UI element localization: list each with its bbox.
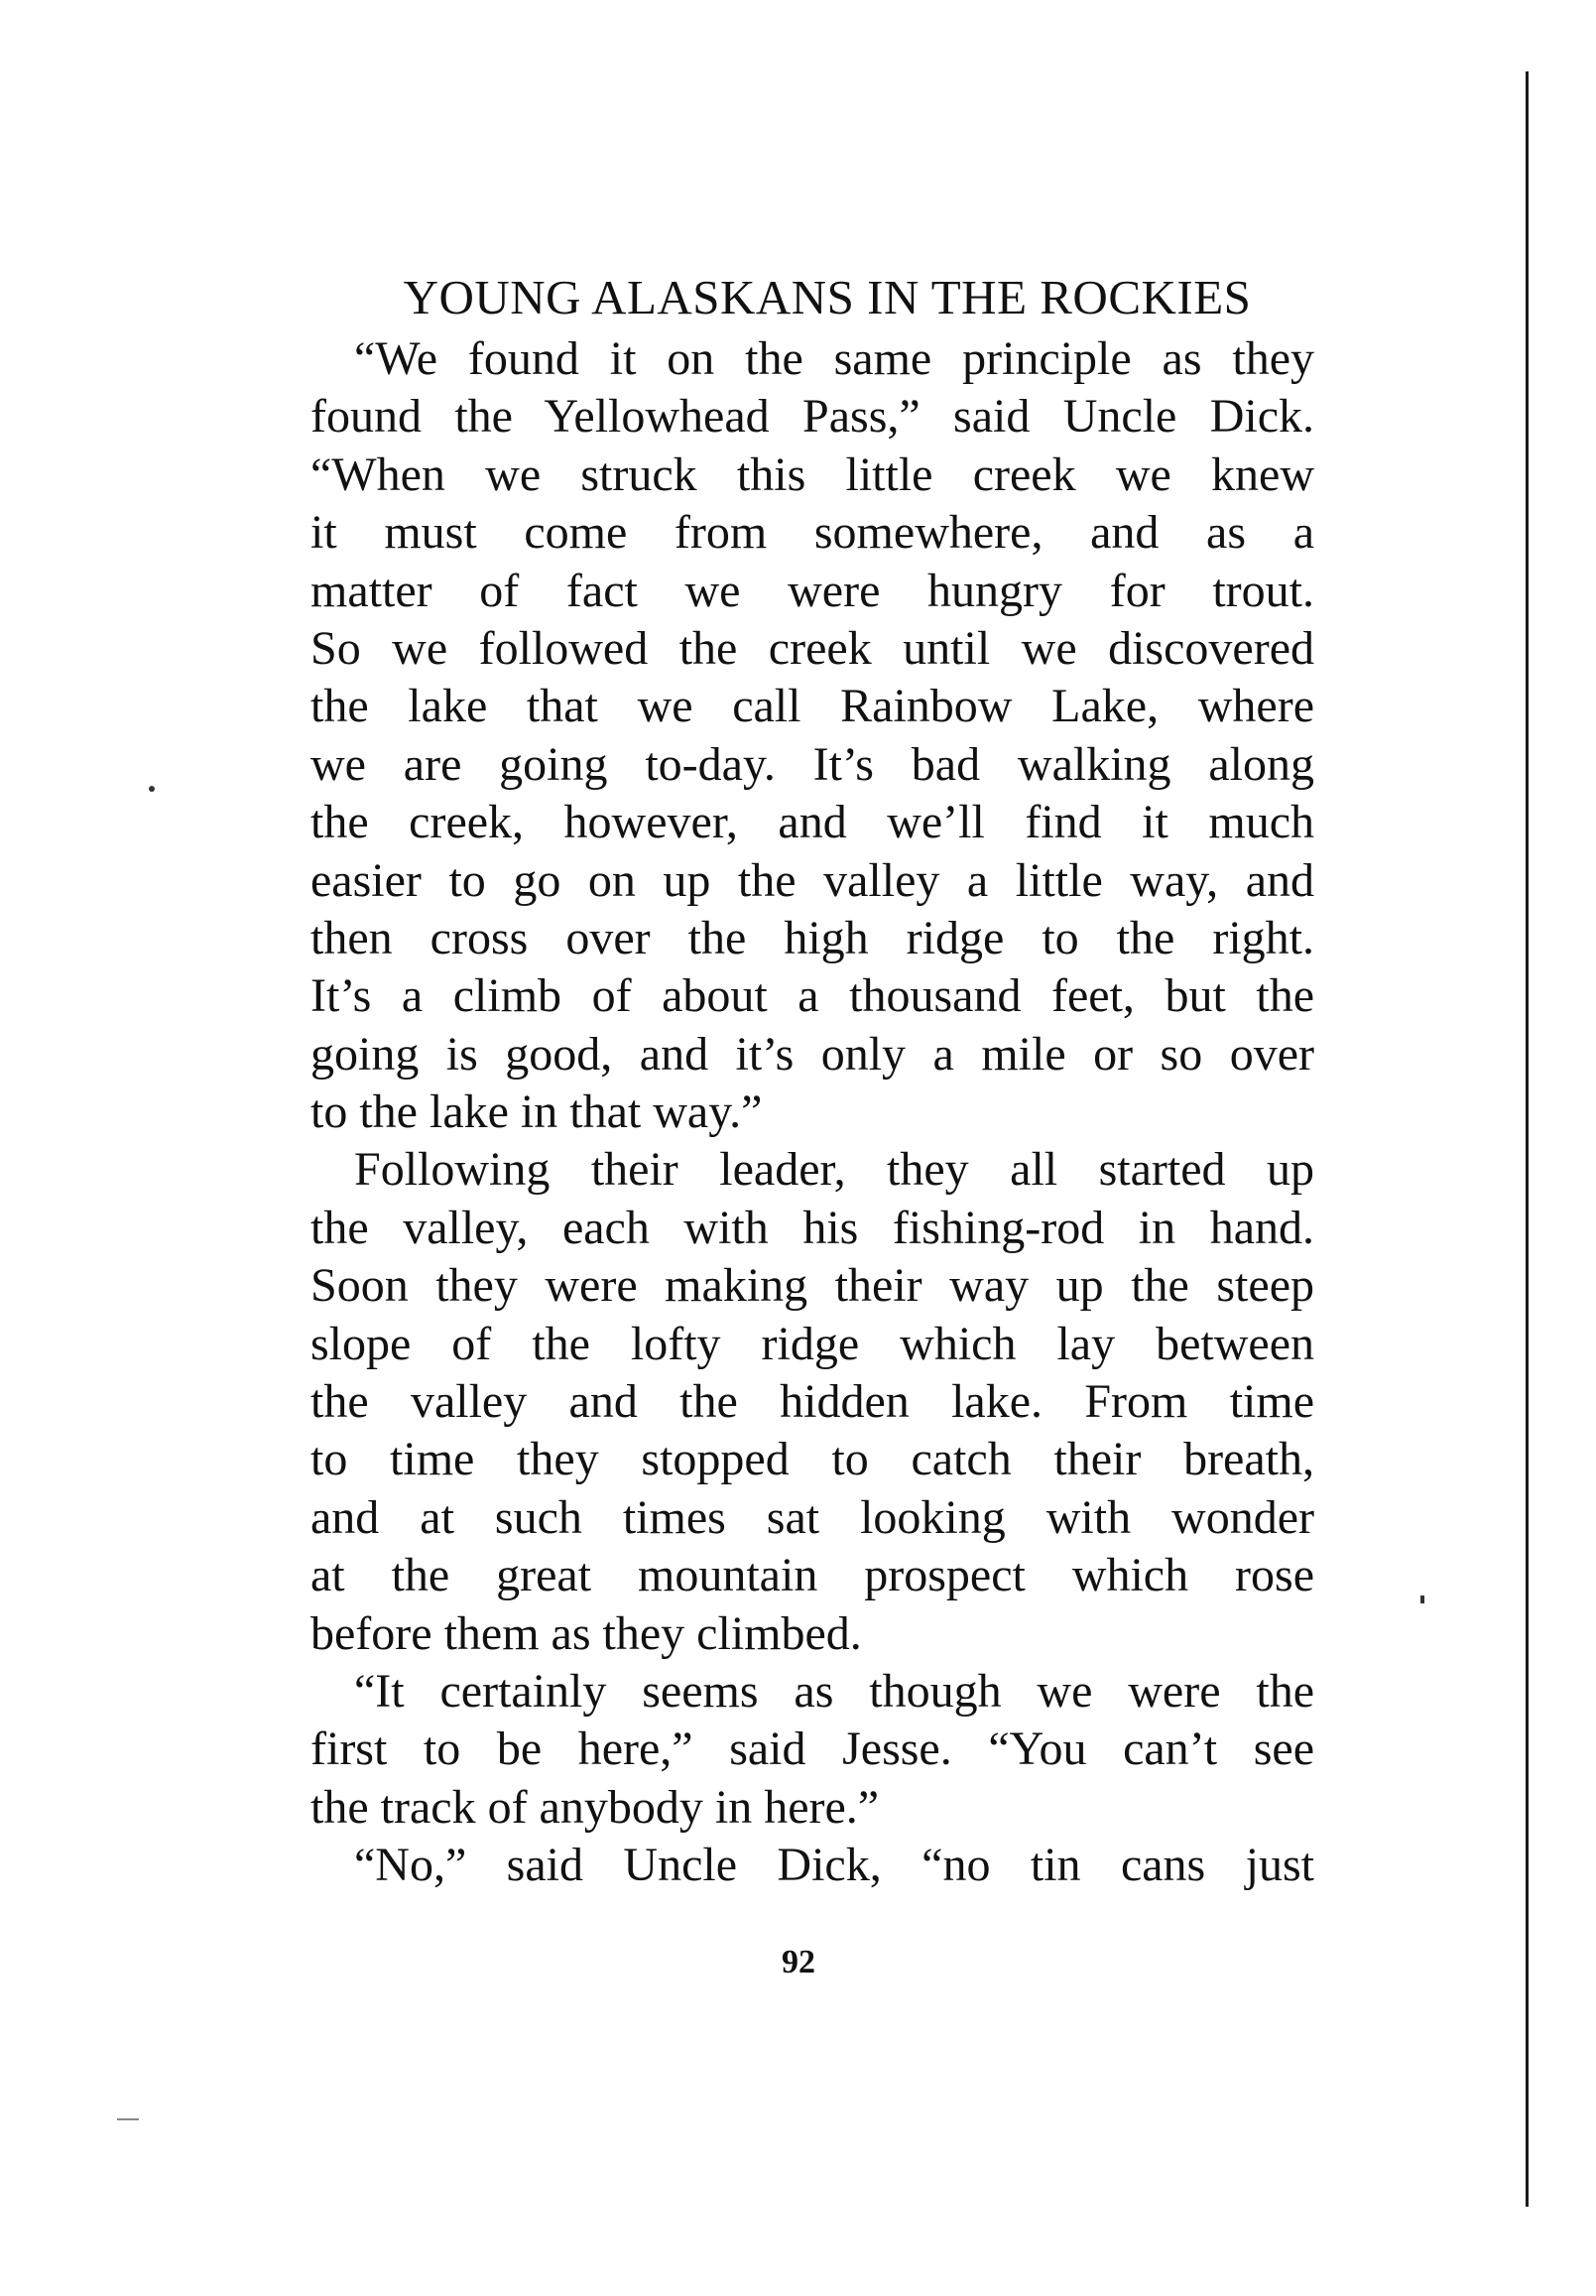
text-line: it must come from somewhere, and as a: [310, 506, 1314, 560]
text-line: we are going to-day. It’s bad walking along: [310, 737, 1314, 791]
text-line: “We found it on the same principle as they: [354, 332, 1314, 385]
text-line: the lake that we call Rainbow Lake, where: [310, 680, 1314, 733]
text-line: before them as they climbed.: [310, 1606, 862, 1660]
text-line: going is good, and it’s only a mile or so over: [310, 1027, 1314, 1081]
body-text: [310, 330, 1314, 1895]
text-line: So we followed the creek until we discovered: [310, 621, 1314, 675]
text-line: found the Yellowhead Pass,” said Uncle Dick.: [310, 390, 1314, 444]
text-line: the valley, each with his fishing-rod in hand.: [310, 1201, 1314, 1254]
scan-dash: [117, 2118, 139, 2120]
text-line: Soon they were making their way up the steep: [310, 1259, 1314, 1313]
page-edge-shadow: [1526, 71, 1529, 2207]
text-line: then cross over the high ridge to the right.: [310, 911, 1314, 964]
scan-speck: [149, 786, 155, 792]
text-line: “No,” said Uncle Dick, “no tin cans just: [354, 1839, 1314, 1892]
text-line: the valley and the hidden lake. From time: [310, 1375, 1314, 1429]
text-line: easier to go on up the valley a little way, and: [310, 853, 1314, 907]
text-line: matter of fact we were hungry for trout.: [310, 564, 1314, 617]
text-line: “When we struck this little creek we knew: [310, 447, 1314, 501]
text-line: the track of anybody in here.”: [310, 1780, 880, 1834]
text-line: the creek, however, and we’ll find it much: [310, 796, 1314, 849]
text-line: and at such times sat looking with wonder: [310, 1490, 1314, 1544]
text-line: “It certainly seems as though we were the: [354, 1664, 1314, 1718]
text-line: slope of the lofty ridge which lay between: [310, 1317, 1314, 1370]
page-number: 92: [782, 1944, 815, 1980]
scan-speck: [1420, 1595, 1424, 1603]
text-line: to time they stopped to catch their breath,: [310, 1433, 1314, 1486]
text-line: Following their leader, they all started up: [354, 1143, 1314, 1197]
running-head: YOUNG ALASKANS IN THE ROCKIES: [403, 270, 1252, 324]
text-line: first to be here,” said Jesse. “You can’t see: [310, 1722, 1314, 1776]
text-line: at the great mountain prospect which rose: [310, 1549, 1314, 1602]
text-line: It’s a climb of about a thousand feet, but the: [310, 969, 1314, 1023]
text-line: to the lake in that way.”: [310, 1085, 763, 1139]
